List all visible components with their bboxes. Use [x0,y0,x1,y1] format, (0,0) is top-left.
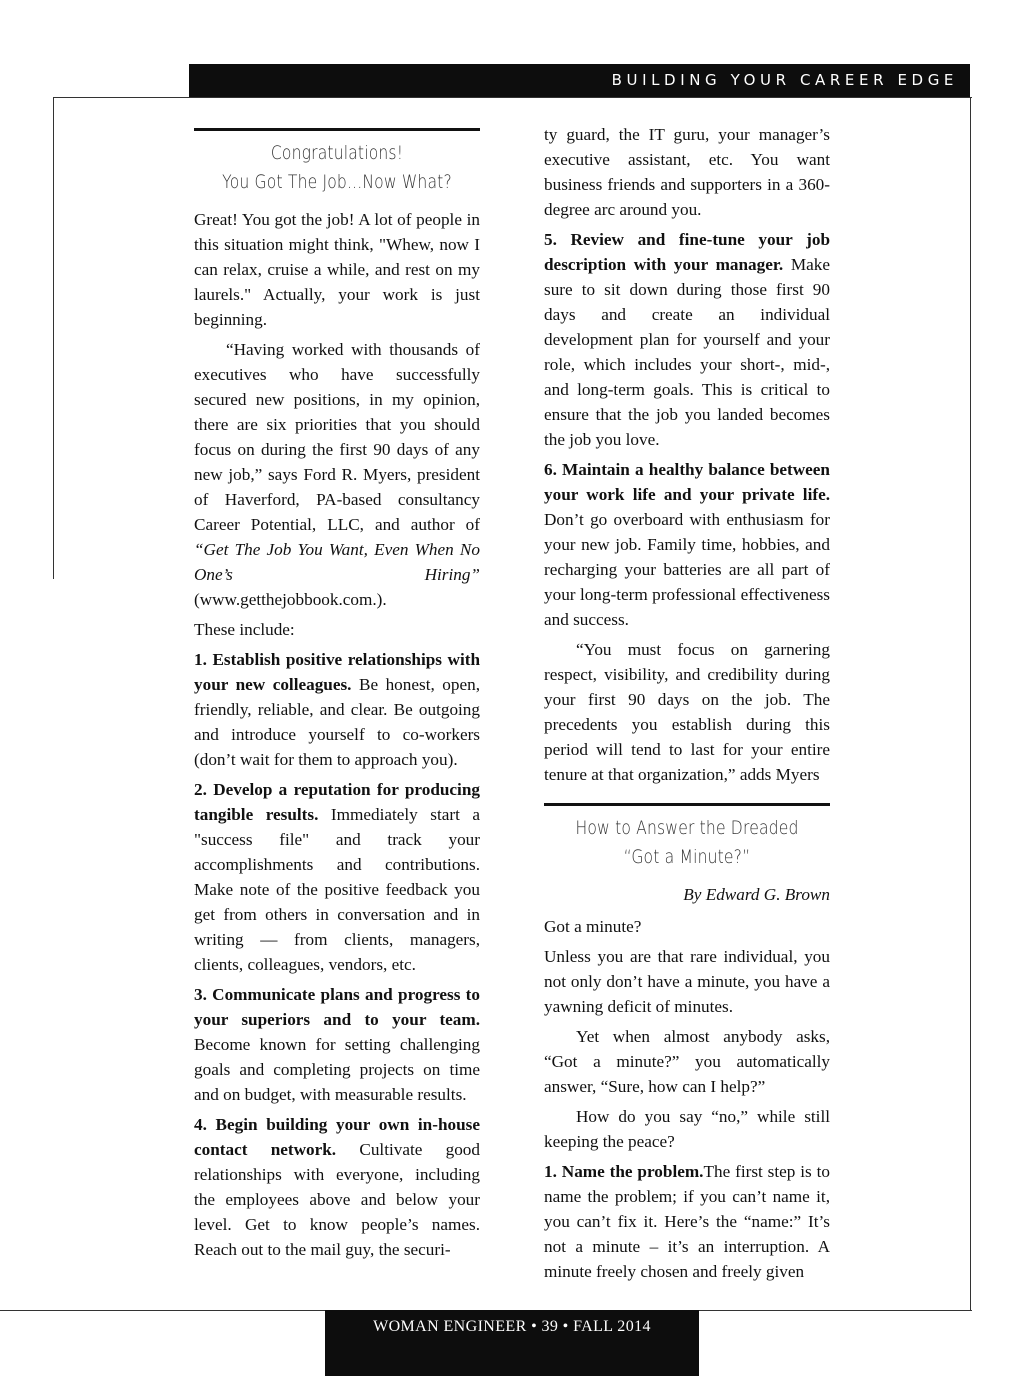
left-column [194,128,480,1267]
article1-closing-quote: “You must focus on garnering respect, visibility, and credibility during your first 90 days on the job. The precedents you establish during this period will tend to last for your entire tenure at that organization,” adds Myers [544,640,830,784]
right-column [544,122,830,1289]
frame-right-rule [970,97,971,1311]
article1-title [220,139,455,197]
book-title: “Get The Job You Want, Even When No One’s Hiring” [194,540,480,584]
answer-1-heading: 1. Name the problem. [544,1162,704,1181]
article1-paragraph-3: These include: [194,620,295,639]
priority-2-body: Immediately start a "success file" and track your accomplishments and contributions. Make note of the positive feedback you get from others in conversation and in writing — from clients, managers, clients, colleagues, vendors, etc. [194,805,480,974]
article2-byline: By Edward G. Brown [683,885,830,904]
article2-paragraph-3: Yet when almost anybody asks, “Got a minute?” you automatically answer, “Sure, how can I help?” [544,1027,830,1096]
article2-title-line1: How to Answer the Dreaded [575,817,799,839]
priority-6-body: Don’t go overboard with enthusiasm for your new job. Family time, hobbies, and recharging your batteries are all part of your long-term professional effectiveness and success. [544,510,830,629]
article1-p2-url: (www.getthejobbook.com.). [194,590,387,609]
priority-item-6 [544,457,830,632]
priority-4-heading: 4. Begin building your own in-house contact network. [194,1115,480,1159]
priority-4-body: Cultivate good relationships with everyone, including the employees above and below your level. Get to know people’s names. Reach out to the mail guy, the securi- [194,1140,480,1259]
article2-paragraph-2: Unless you are that rare individual, you not only don’t have a minute, you have a yawning deficit of minutes. [544,947,830,1016]
article2-paragraph-1: Got a minute? [544,917,642,936]
priority-1-body: Be honest, open, friendly, reliable, and clear. Be outgoing and introduce yourself to co-workers (don’t wait for them to approach you). [194,675,480,769]
priority-5-body: Make sure to sit down during those first 90 days and create an individual development plan for yourself and your role, which includes your short-, mid-, and long-term goals. This is critical to ensure that the job you landed becomes the job you love. [544,255,830,449]
priority-6-heading: 6. Maintain a healthy balance between your work life and your private life. [544,460,830,504]
article1-title-line2: You Got The Job...Now What? [222,171,452,193]
priority-2-heading: 2. Develop a reputation for producing tangible results. [194,780,480,824]
article1-title-line1: Congratulations! [270,142,404,164]
page-footer-bar [325,1310,699,1376]
priority-3-body: Become known for setting challenging goals and completing projects on time and on budget, with measurable results. [194,1035,480,1104]
frame-top-rule [53,97,972,98]
frame-left-rule [53,97,54,579]
article1-continuation: ty guard, the IT guru, your manager’s executive assistant, etc. You want business friends and supporters in a 360-degree arc around you. [544,125,830,219]
section-header-bar [189,64,970,98]
article2-paragraph-4: How do you say “no,” while still keeping the peace? [544,1107,830,1151]
priority-item-1 [194,647,480,772]
page-footer-text: WOMAN ENGINEER • 39 • FALL 2014 [373,1318,651,1335]
article1-paragraph-1: Great! You got the job! A lot of people in this situation might think, "Whew, now I can relax, cruise a while, and rest on my laurels." Actually, your work is just beginning. [194,210,480,329]
article2-title [570,814,805,872]
priority-item-3 [194,982,480,1107]
article2-title-line2: “Got a Minute?” [623,846,751,868]
answer-1-body: The first step is to name the problem; if you can’t name it, you can’t fix it. Here’s the “name:” It’s not a minute – it’s an interruption. A minute freely chosen and freely given [544,1162,830,1281]
article1-top-rule [194,128,480,131]
priority-3-heading: 3. Communicate plans and progress to your superiors and to your team. [194,985,480,1029]
article2-top-rule [544,803,830,806]
answer-item-1 [544,1159,830,1284]
priority-item-2 [194,777,480,977]
priority-5-heading: 5. Review and fine-tune your job description with your manager. [544,230,830,274]
article1-p2-text: “Having worked with thousands of executives who have successfully secured new positions, in my opinion, there are six priorities that you should focus on during the first 90 days of any new job,” says Ford R. Myers, president of Haverford, PA-based consultancy Career Potential, LLC, and author of [194,340,480,534]
section-header-title: BUILDING YOUR CAREER EDGE [611,71,958,89]
priority-item-4 [194,1112,480,1262]
priority-item-5 [544,227,830,452]
priority-1-heading: 1. Establish positive relationships with your new colleagues. [194,650,480,694]
article1-paragraph-2 [194,337,480,612]
